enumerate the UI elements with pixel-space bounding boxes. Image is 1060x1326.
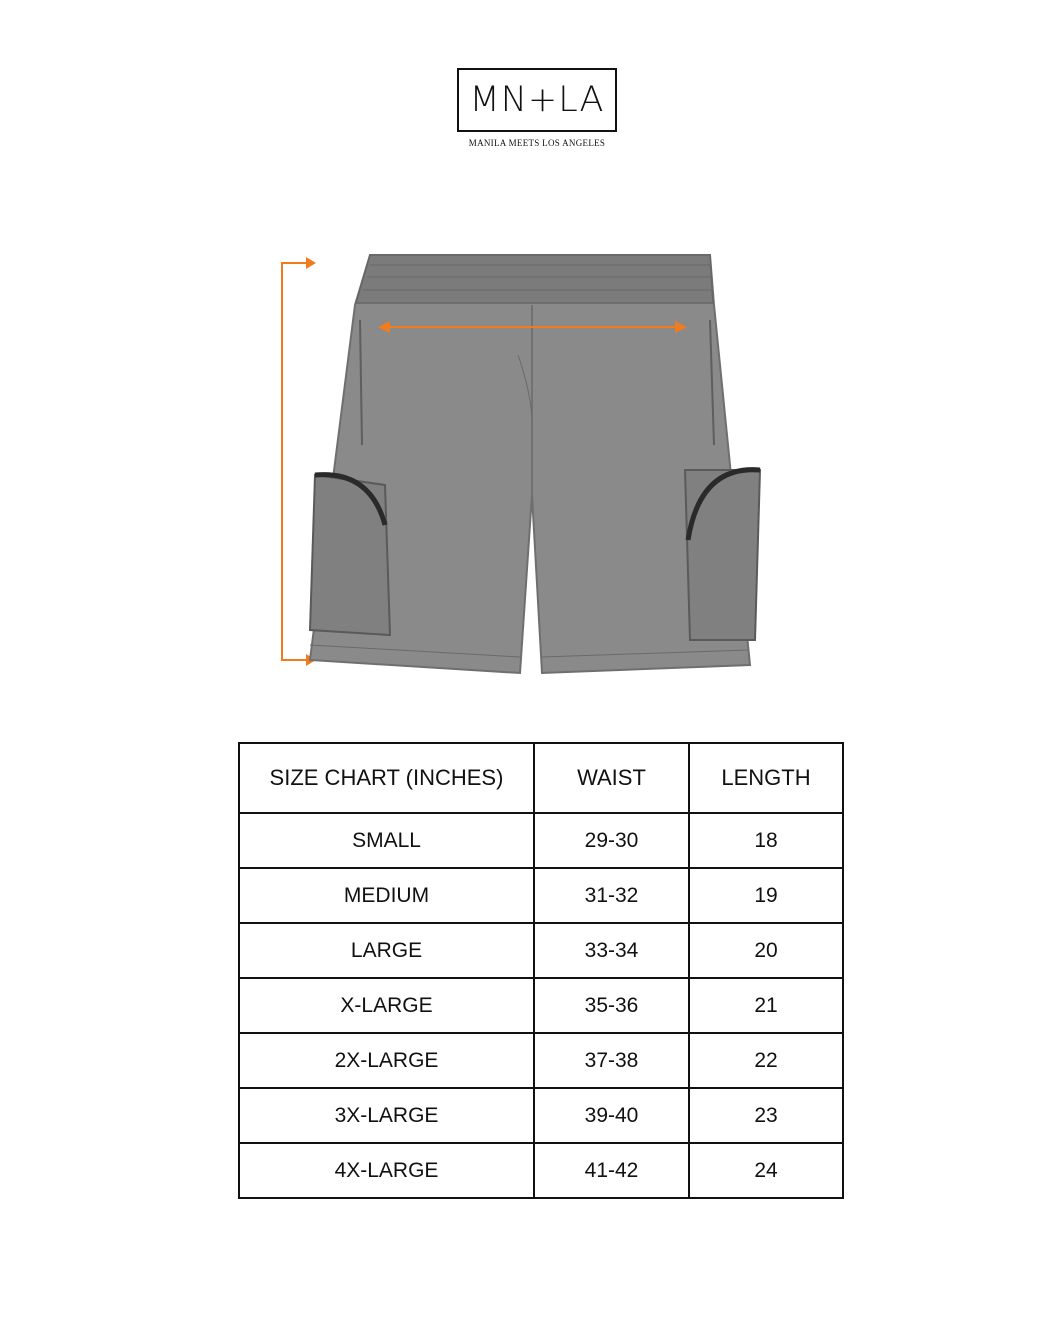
size-cell: SMALL — [239, 813, 534, 868]
waist-cell: 33-34 — [534, 923, 689, 978]
size-cell: 3X-LARGE — [239, 1088, 534, 1143]
size-cell: LARGE — [239, 923, 534, 978]
table-row — [239, 1143, 843, 1198]
length-cell: 24 — [689, 1143, 843, 1198]
length-cell: 20 — [689, 923, 843, 978]
header-size-chart: SIZE CHART (INCHES) — [239, 743, 534, 813]
length-cell: 22 — [689, 1033, 843, 1088]
header-length: LENGTH — [689, 743, 843, 813]
table-row — [239, 978, 843, 1033]
size-chart-header-row — [239, 743, 843, 813]
length-measure-arrow — [282, 263, 312, 660]
table-row — [239, 923, 843, 978]
length-cell: 23 — [689, 1088, 843, 1143]
shorts-illustration — [270, 245, 790, 685]
table-row — [239, 1033, 843, 1088]
size-cell: X-LARGE — [239, 978, 534, 1033]
header-waist: WAIST — [534, 743, 689, 813]
brand-tagline: MANILA MEETS LOS ANGELES — [468, 138, 606, 148]
waist-cell: 39-40 — [534, 1088, 689, 1143]
table-row — [239, 868, 843, 923]
waist-cell: 35-36 — [534, 978, 689, 1033]
brand-logo — [457, 68, 617, 132]
waist-cell: 41-42 — [534, 1143, 689, 1198]
waist-cell: 29-30 — [534, 813, 689, 868]
size-cell: MEDIUM — [239, 868, 534, 923]
length-cell: 18 — [689, 813, 843, 868]
length-cell: 21 — [689, 978, 843, 1033]
logo-text: MN+LA — [469, 80, 605, 120]
waist-cell: 31-32 — [534, 868, 689, 923]
length-arrowhead-top — [306, 257, 316, 269]
size-cell: 2X-LARGE — [239, 1033, 534, 1088]
length-cell: 19 — [689, 868, 843, 923]
shorts-body — [310, 255, 760, 673]
table-row — [239, 1088, 843, 1143]
table-row — [239, 813, 843, 868]
size-cell: 4X-LARGE — [239, 1143, 534, 1198]
size-chart-table — [238, 742, 844, 1199]
waist-cell: 37-38 — [534, 1033, 689, 1088]
